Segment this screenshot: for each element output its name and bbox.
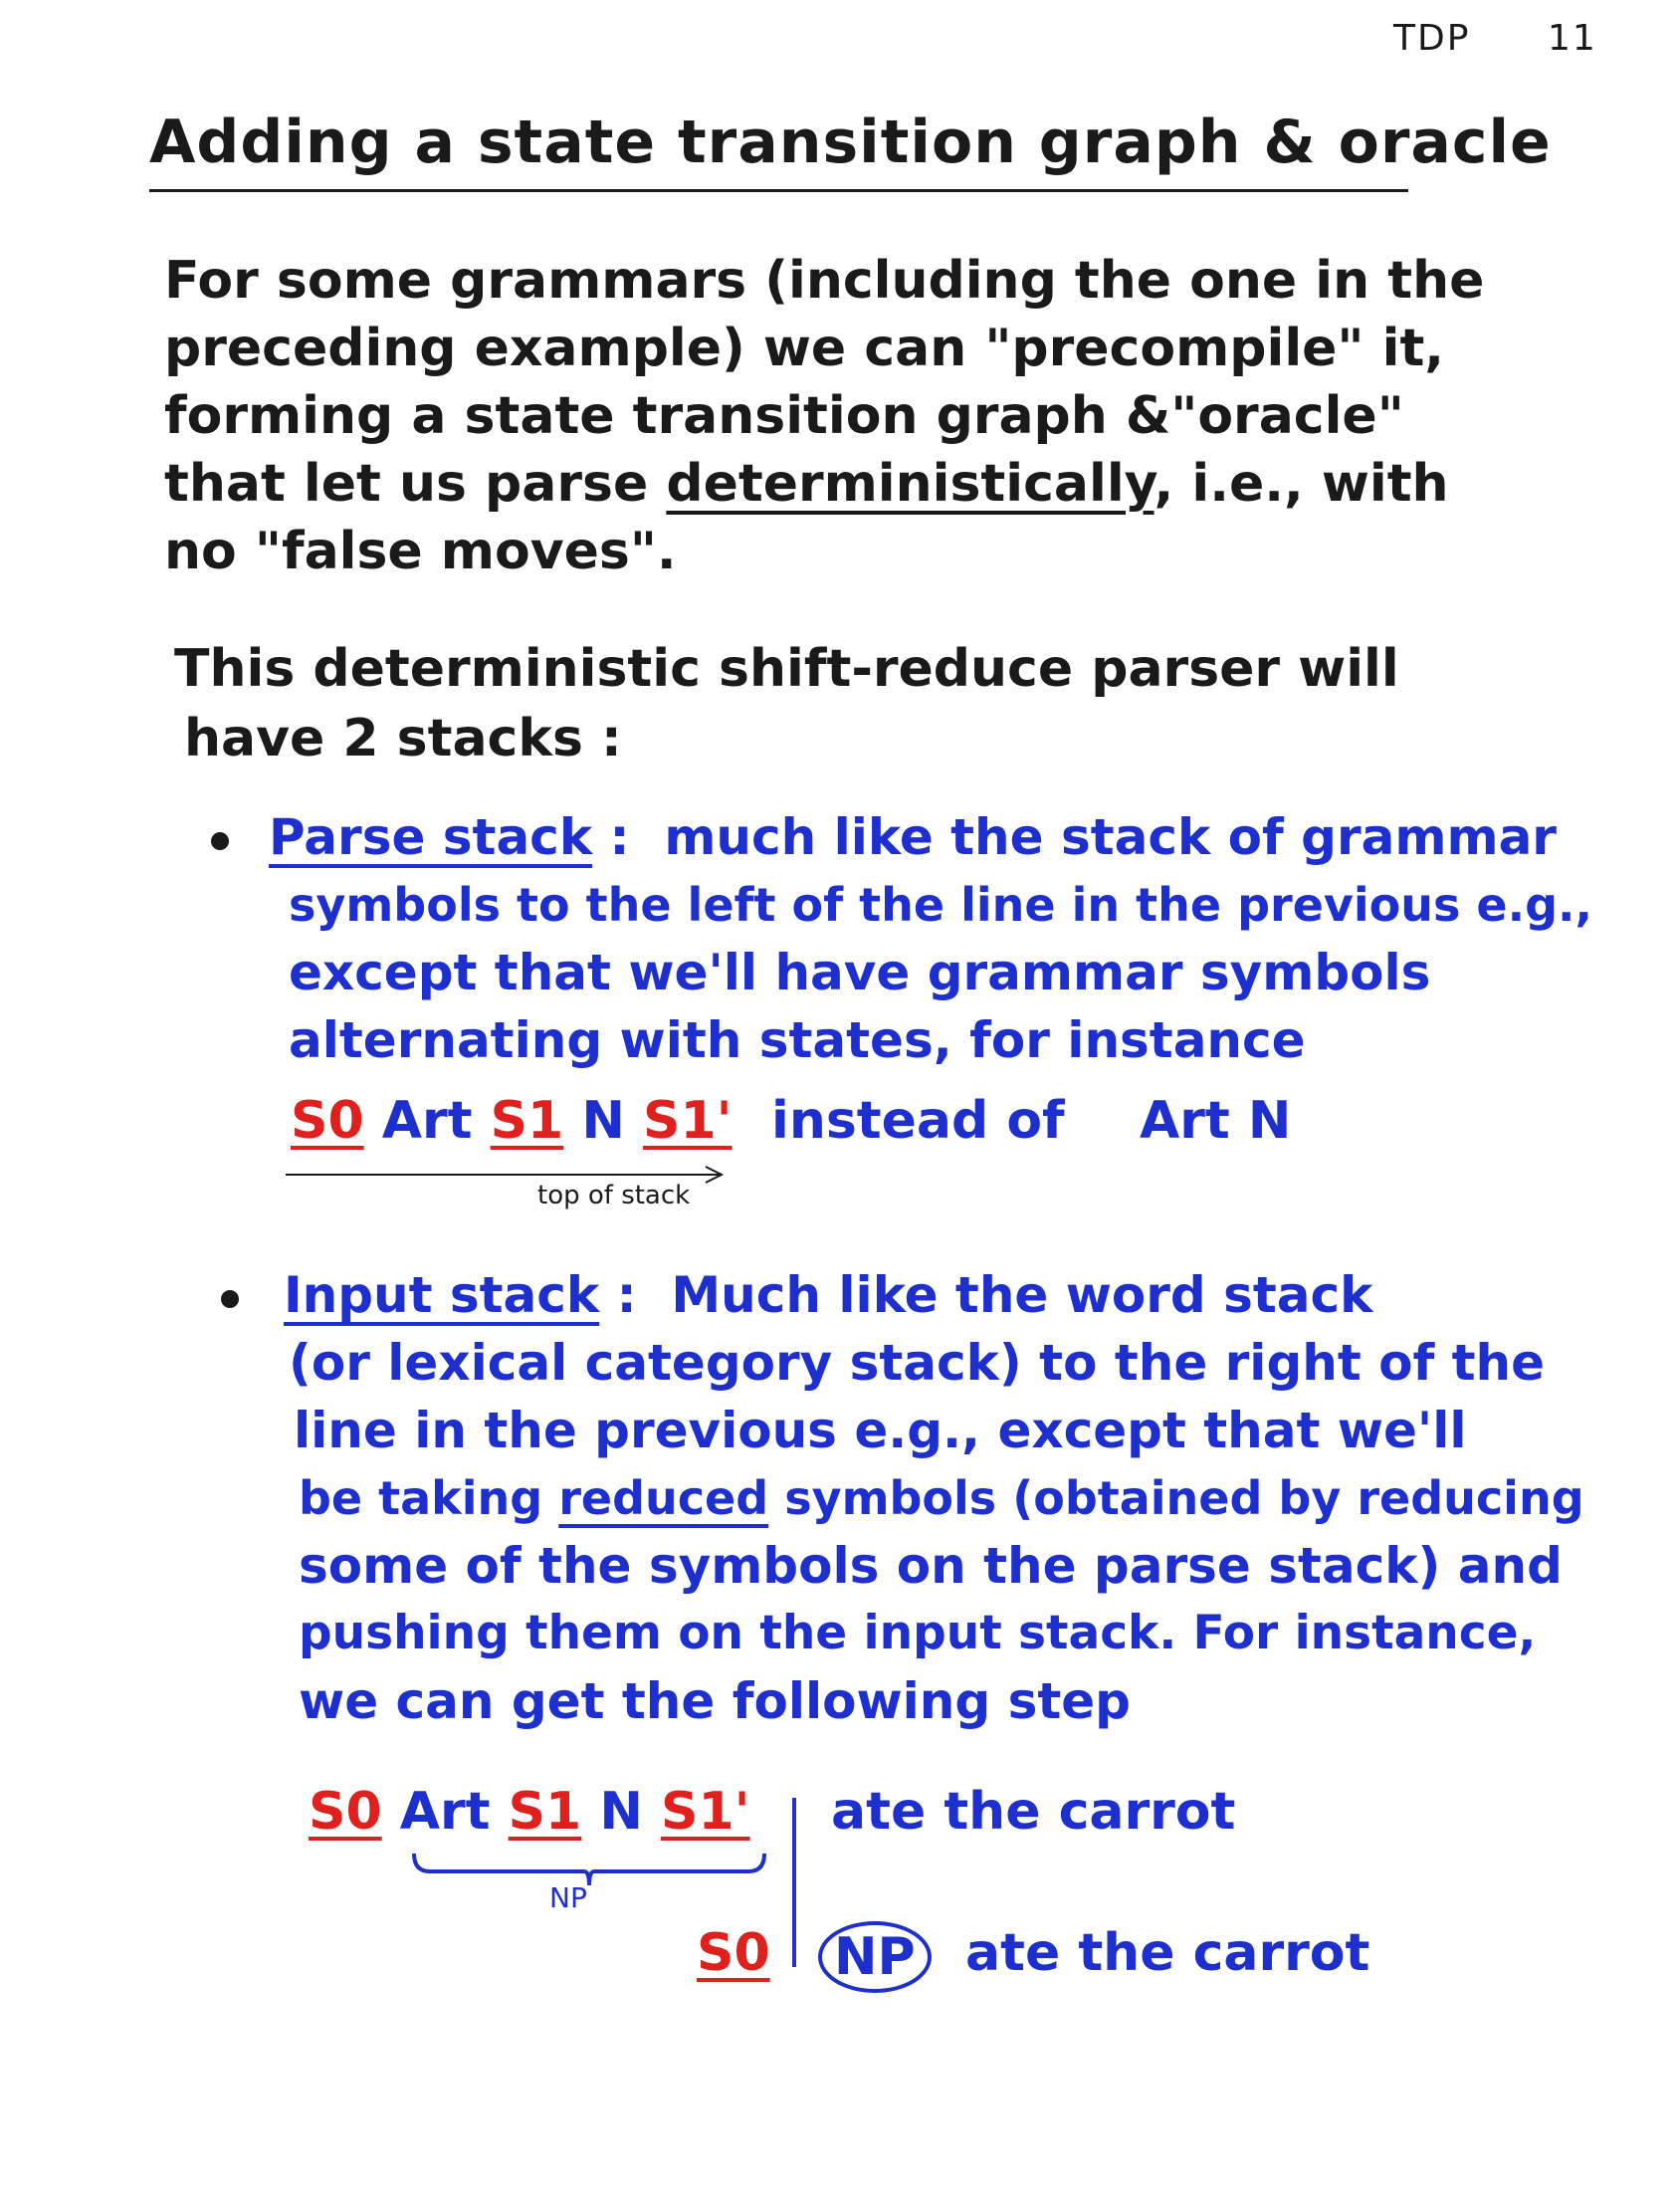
state-s1-prime: S1' — [643, 1091, 733, 1151]
bullet-input-stack — [221, 1290, 239, 1308]
header-page-number: 11 — [1548, 18, 1597, 59]
reduced-emphasis: reduced — [558, 1471, 769, 1525]
intro-line-3: forming a state transition graph &"oracle" — [164, 386, 1404, 446]
step-row-2-words: ate the carrot — [965, 1923, 1370, 1983]
step-state-s1-prime: S1' — [661, 1782, 750, 1842]
input-stack-line-1 — [284, 1262, 1372, 1328]
input-stack-label: Input stack — [284, 1266, 600, 1324]
step-row-1-words: ate the carrot — [831, 1782, 1236, 1842]
instead-of-text: instead of — [771, 1091, 1065, 1151]
parse-stack-label: Parse stack — [269, 808, 593, 866]
step-symbol-n: N — [599, 1782, 643, 1842]
page-title: Adding a state transition graph & oracle — [149, 108, 1552, 177]
stacks-intro-line-2: have 2 stacks : — [184, 709, 622, 768]
symbol-n: N — [581, 1091, 625, 1151]
parse-stack-line-4: alternating with states, for instance — [289, 1011, 1306, 1069]
title-underline — [149, 189, 1408, 192]
symbol-art: Art — [381, 1091, 473, 1151]
intro-line-5: no "false moves". — [164, 522, 677, 581]
parse-stack-line-1 — [269, 804, 1557, 870]
parse-stack-line-3: except that we'll have grammar symbols — [289, 944, 1431, 1001]
step-row-2-s0: S0 — [697, 1923, 770, 1983]
top-of-stack-label: top of stack — [537, 1181, 691, 1210]
step-symbol-art: Art — [399, 1782, 491, 1842]
np-circled: NP — [818, 1921, 932, 1993]
input-stack-line-4-post: symbols (obtained by reducing — [768, 1471, 1584, 1525]
state-s1: S1 — [490, 1091, 564, 1151]
input-stack-line-2: (or lexical category stack) to the right of the — [289, 1334, 1546, 1392]
input-stack-line-4 — [299, 1465, 1584, 1531]
state-s0: S0 — [291, 1091, 364, 1151]
step-state-s1: S1 — [508, 1782, 582, 1842]
intro-emphasis: deterministically — [666, 454, 1155, 514]
parse-stack-colon: : — [592, 808, 630, 866]
np-brace-label: NP — [549, 1881, 587, 1914]
input-stack-line-6: pushing them on the input stack. For instance, — [299, 1606, 1537, 1660]
intro-line-4 — [164, 452, 1449, 516]
stacks-intro-line-1: This deterministic shift-reduce parser will — [174, 639, 1399, 699]
intro-line-4-start: that let us parse — [164, 454, 667, 514]
input-stack-line-7: we can get the following step — [299, 1672, 1131, 1730]
parse-stack-line-2: symbols to the left of the line in the previous e.g., — [289, 878, 1592, 932]
bullet-parse-stack — [211, 832, 229, 850]
parse-stack-example — [291, 1091, 733, 1151]
intro-line-1: For some grammars (including the one in the — [164, 251, 1485, 311]
plain-art-n: Art N — [1140, 1091, 1292, 1151]
parse-stack-line-1-tail: much like the stack of grammar — [664, 808, 1557, 866]
input-stack-line-4-pre: be taking — [299, 1471, 559, 1525]
input-stack-line-3: line in the previous e.g., except that we'll — [294, 1402, 1467, 1459]
input-stack-colon: : — [599, 1266, 637, 1324]
np-brace — [410, 1850, 768, 1889]
input-stack-line-5: some of the symbols on the parse stack) and — [299, 1537, 1563, 1595]
step-row-1-stack — [309, 1782, 750, 1842]
header-tag: TDP — [1393, 18, 1471, 59]
intro-line-4-tail: , i.e., with — [1154, 454, 1449, 514]
step-state-s0: S0 — [309, 1782, 382, 1842]
input-stack-line-1-tail: Much like the word stack — [671, 1266, 1373, 1324]
intro-line-2: preceding example) we can "precompile" it, — [164, 319, 1445, 378]
stack-divider-line — [792, 1798, 796, 1967]
